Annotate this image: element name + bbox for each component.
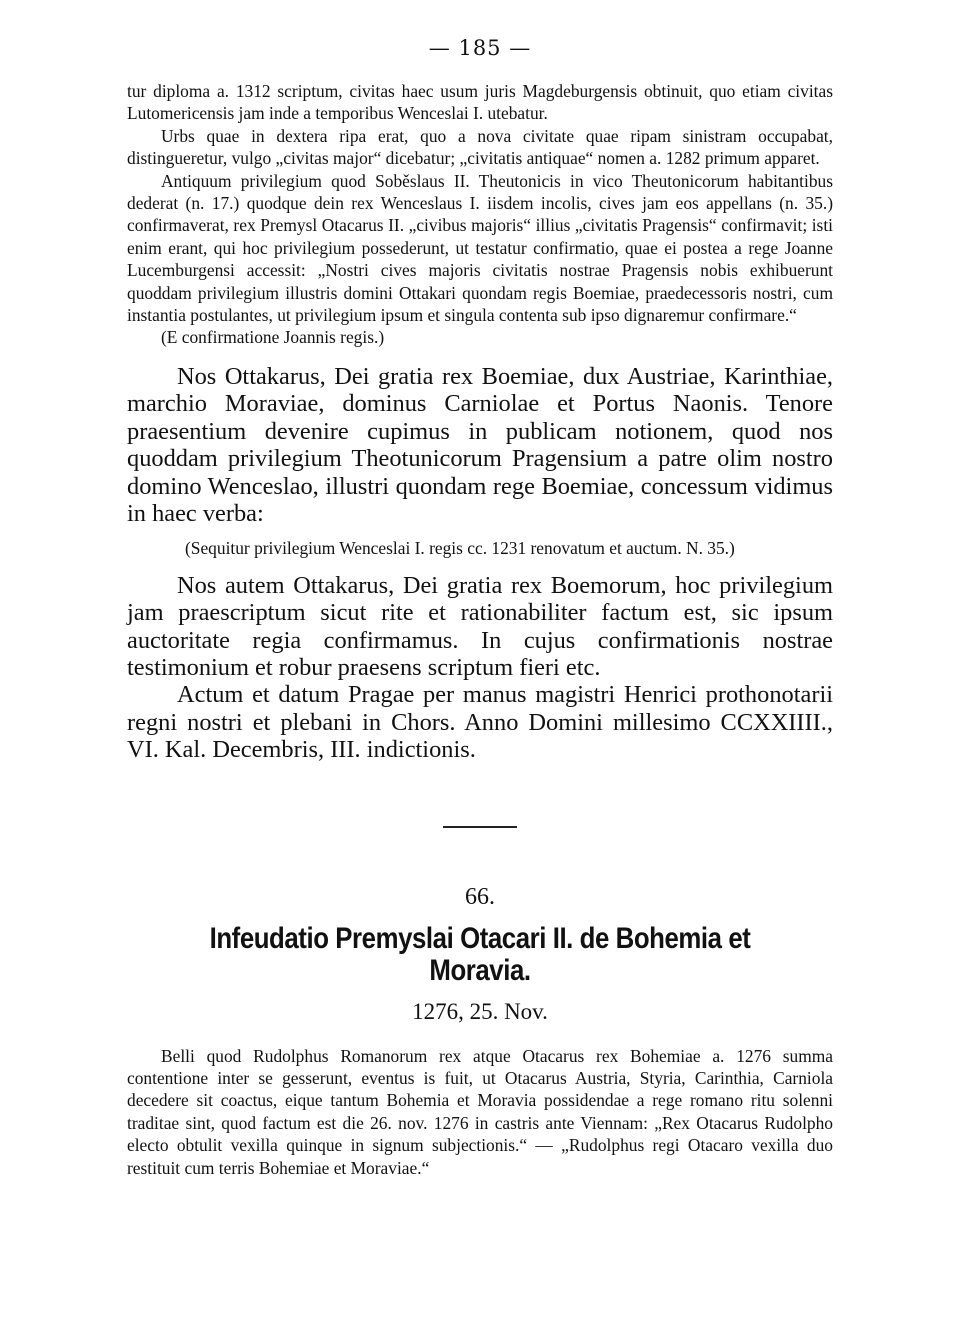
document-number: 66. <box>465 883 495 910</box>
document-page <box>127 30 833 1179</box>
page-number: — 185 — <box>428 36 532 60</box>
spacer <box>127 349 833 363</box>
charter-paragraph-3: Actum et datum Pragae per manus magistri Henrici prothonotarii regni nostri et plebani in Chors. Anno Domini millesimo CCXXIIII., VI. Kal. Decembris, III. indictionis. <box>127 681 833 764</box>
charter-paragraph-1: Nos Ottakarus, Dei gratia rex Boemiae, dux Austriae, Karinthiae, marchio Moraviae, dominus Carniolae et Portus Naonis. Tenore praesentium devenire cupimus in publicam notionem, quod nos quoddam privilegium Theotunicorum Pragensium a patre olim nostro domino Wenceslao, illustri quondam rege Boemiae, concessum vidimus in haec verba: <box>127 362 833 527</box>
document-date: 1276, 25. Nov. <box>412 998 548 1024</box>
intro-paragraph-3: Antiquum privilegium quod Soběslaus II. Theutonicis in vico Theutonicorum habitantibus dederat (n. 17.) quodque dein rex Wenceslaus I. iisdem incolis, cives jam eos appellans (n. 35.) confirmaverat, rex Premysl Otacarus II. „civibus majoris“ illius „civitatis Pragensis“ confirmavit; isti enim erant, qui hoc privilegium possederunt, ut testatur confirmatio, quae ei postea a rege Joanne Lucemburgensi accessit: „Nostri cives majoris civitatis nostrae Pragensis nobis exhibuerunt quoddam privilegium illustris domini Ottakari quondam regis Boemiae, praedecessoris nostri, cum instantia postulantes, ut privilegium ipsum et singula contenta sub ipso dignaremur confirmare.“ <box>127 170 833 326</box>
document-title: Infeudatio Premyslai Otacari II. de Bohemia et Moravia. <box>209 921 751 987</box>
intro-paragraph-2: Urbs quae in dextera ripa erat, quo a nova civitate quae ripam sinistram occupabat, distingueretur, vulgo „civitas major“ dicebatur; „civitatis antiquae“ nomen a. 1282 primum apparet. <box>127 125 833 169</box>
editorial-note: (Sequitur privilegium Wenceslai I. regis cc. 1231 renovatum et auctum. N. 35.) <box>185 538 735 559</box>
charter-paragraph-2: Nos autem Ottakarus, Dei gratia rex Boemorum, hoc privilegium jam praescriptum sicut rite et rationabiliter factum est, sic ipsum auctoritate regia confirmamus. In cujus confirmationis nostrae testimonium et robur praesens scriptum fieri etc. <box>127 571 833 681</box>
document-summary: Belli quod Rudolphus Romanorum rex atque Otacarus rex Bohemiae a. 1276 summa contentione inter se gesserunt, eventus is fuit, ut Otacarus Austria, Styria, Carinthia, Carniola decedere sit coactus, eique tantum Bohemia et Moravia possidendae a rege romano ritu solenni traditae sint, quod factum est die 26. nov. 1276 in castris ante Viennam: „Rex Otacarus Rudolpho electo obtulit vexilla quinque in signum subjectionis.“ — „Rudolphus regi Otacaro vexilla duo restituit cum terris Bohemiae et Moraviae.“ <box>127 1045 833 1178</box>
source-citation: (E confirmatione Joannis regis.) <box>161 327 385 348</box>
intro-paragraph-1: tur diploma a. 1312 scriptum, civitas haec usum juris Magdeburgensis obtinuit, quo etiam civitas Lutomericensis jam inde a temporibus Wenceslai I. utebatur. <box>127 81 833 124</box>
section-divider <box>443 826 517 828</box>
